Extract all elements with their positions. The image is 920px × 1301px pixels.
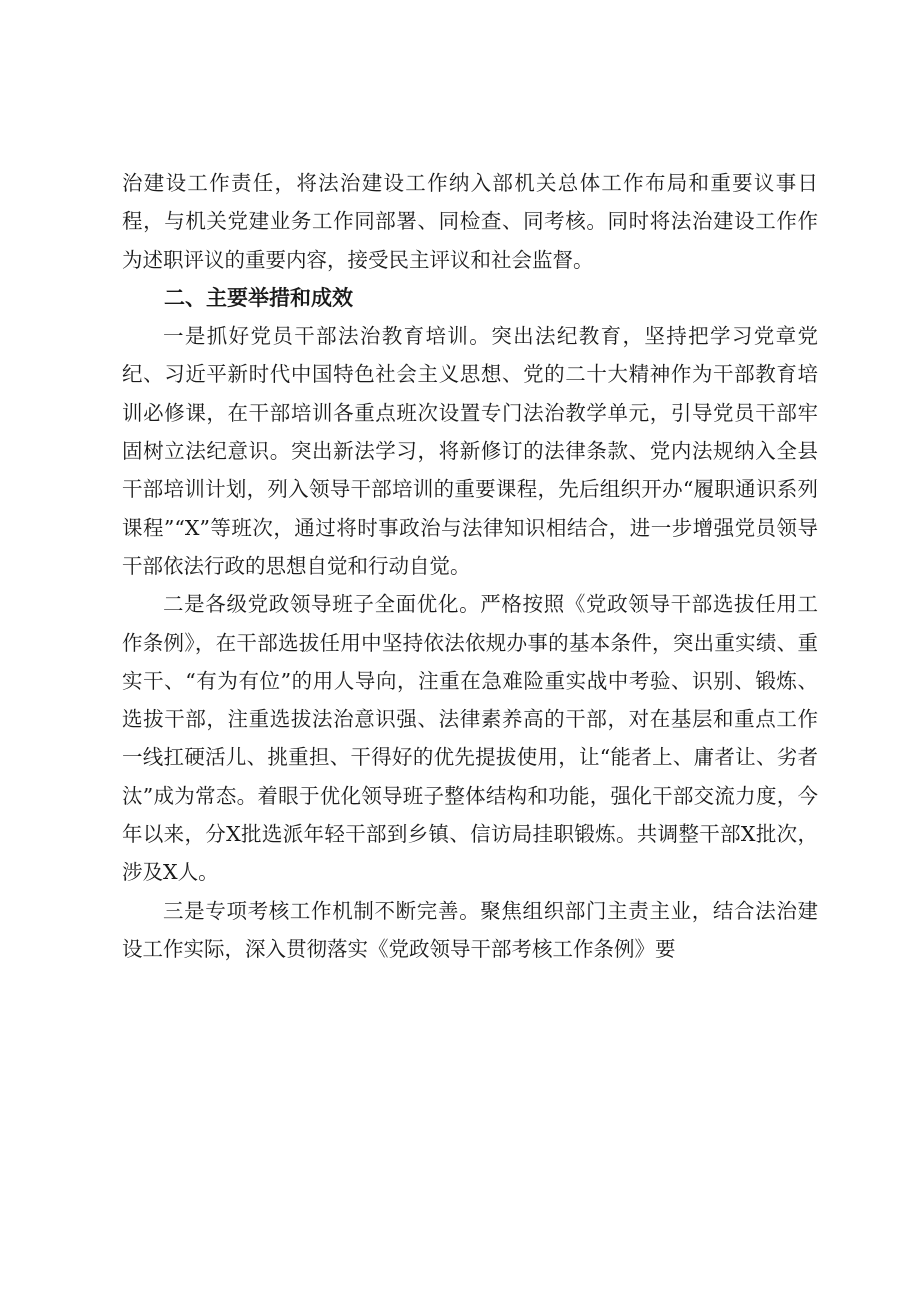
paragraph-leadership: 二是各级党政领导班子全面优化。严格按照《党政领导干部选拔任用工作条例》，在干部选拔任用中坚持依法依规办事的基本条件，突出重实绩、重实干、“有为有位”的用人导向，注重在急难险重实战中考验、识别、锻炼、选拔干部，注重选拔法治意识强、法律素养高的干部，对在基层和重点工作一线扛硬活儿、挑重担、干得好的优先提拔使用，让“能者上、庸者让、劣者汰”成为常态。着眼于优化领导班子整体结构和功能，强化干部交流力度，今年以来，分X批选派年轻干部到乡镇、信访局挂职锻炼。共调整干部X批次，涉及X人。 (122, 592, 818, 885)
document-body (122, 164, 818, 968)
paragraph-continuation: 治建设工作责任，将法治建设工作纳入部机关总体工作布局和重要议事日程，与机关党建业务工作同部署、同检查、同考核。同时将法治建设工作作为述职评议的重要内容，接受民主评议和社会监督。 (122, 171, 818, 272)
paragraph-training: 一是抓好党员干部法治教育培训。突出法纪教育，坚持把学习党章党纪、习近平新时代中国特色社会主义思想、党的二十大精神作为干部教育培训必修课，在干部培训各重点班次设置专门法治教学单元，引导党员干部牢固树立法纪意识。突出新法学习，将新修订的法律条款、党内法规纳入全县干部培训计划，列入领导干部培训的重要课程，先后组织开办“履职通识系列课程”“X”等班次，通过将时事政治与法律知识相结合，进一步增强党员领导干部依法行政的思想自觉和行动自觉。 (122, 324, 818, 578)
section-heading: 二、主要举措和成效 (164, 285, 353, 310)
paragraph-assessment: 三是专项考核工作机制不断完善。聚焦组织部门主责主业，结合法治建设工作实际，深入贯彻落实《党政领导干部考核工作条例》要 (122, 898, 818, 961)
